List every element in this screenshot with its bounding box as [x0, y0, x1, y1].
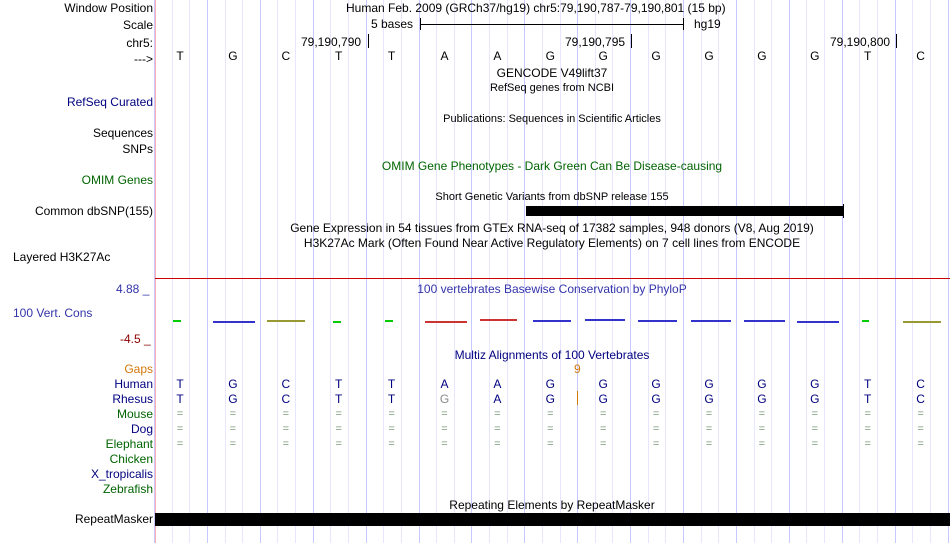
alignment-base: G [651, 377, 661, 391]
refseq-curated-label[interactable]: RefSeq Curated [66, 95, 153, 109]
alignment-base: G [651, 392, 661, 406]
omim-genes-label[interactable]: OMIM Genes [81, 173, 153, 187]
coord-tick-mark-1 [368, 34, 369, 48]
alignment-base: G [757, 392, 767, 406]
repeatmasker-element-bar[interactable] [155, 513, 950, 526]
alignment-base: = [388, 438, 395, 450]
alignment-base: = [388, 423, 395, 435]
alignment-base: A [493, 392, 502, 406]
alignment-base: = [917, 423, 924, 435]
alignment-base: = [599, 408, 607, 420]
dbsnp-track-title[interactable]: Short Genetic Variants from dbSNP release 155 [435, 191, 669, 203]
alignment-base: C [281, 392, 291, 406]
alignment-base: G [228, 377, 238, 391]
coord-tick-3: 79,190,800 [830, 35, 891, 49]
alignment-base: = [229, 408, 237, 420]
refseq-track-subtitle: RefSeq genes from NCBI [489, 82, 615, 94]
alignment-base: = [335, 408, 342, 420]
alignment-base: = [494, 423, 501, 435]
alignment-base: = [864, 438, 871, 450]
alignment-base: = [705, 438, 713, 450]
alignment-base: G [545, 377, 555, 391]
alignment-base: C [916, 377, 925, 391]
coord-tick-1: 79,190,790 [301, 35, 362, 49]
alignment-base: = [599, 438, 607, 450]
track-separator-line [155, 278, 950, 279]
coord-tick-mark-2 [631, 34, 632, 48]
species-label-zebrafish[interactable]: Zebrafish [102, 482, 153, 496]
sequences-label[interactable]: Sequences [92, 126, 153, 140]
alignment-base: = [705, 423, 713, 435]
chrom-label: chr5: [126, 36, 153, 50]
alignment-base: C [916, 392, 925, 406]
alignment-base: = [547, 408, 554, 420]
alignment-base: G [228, 392, 238, 406]
alignment-base: = [917, 408, 924, 420]
gap-insertion-marker [577, 391, 578, 405]
layered-h3k27ac-label[interactable]: Layered H3K27Ac [13, 250, 111, 264]
phylop-min-value: -4.5 _ [120, 332, 151, 346]
species-label-dog[interactable]: Dog [130, 422, 153, 436]
window-position-label: Window Position [64, 1, 153, 15]
gencode-track-title[interactable]: GENCODE V49lift37 [496, 66, 608, 80]
alignment-base: = [282, 408, 290, 420]
scale-text: 5 bases [371, 17, 414, 31]
repeatmasker-track-title[interactable]: Repeating Elements by RepeatMasker [449, 498, 655, 512]
snps-label[interactable]: SNPs [122, 142, 153, 156]
alignment-base: T [387, 377, 396, 391]
alignment-base: T [864, 377, 872, 391]
alignment-base: = [758, 438, 766, 450]
common-dbsnp-label[interactable]: Common dbSNP(155) [34, 204, 153, 218]
sequence-base: G [598, 49, 608, 63]
alignment-base: = [494, 438, 501, 450]
window-position-text: Human Feb. 2009 (GRCh37/hg19) chr5:79,190,787-79,190,801 (15 bp) [346, 1, 726, 15]
sequence-base: G [651, 49, 661, 63]
strand-label: ---> [134, 52, 153, 66]
alignment-base: = [705, 408, 713, 420]
alignment-base: = [494, 408, 501, 420]
repeatmasker-label[interactable]: RepeatMasker [74, 512, 153, 526]
sequence-base: G [228, 49, 238, 63]
alignment-base: = [282, 423, 290, 435]
alignment-base: G [704, 392, 714, 406]
sequence-base: G [757, 49, 767, 63]
alignment-base: T [387, 392, 396, 406]
species-label-x_tropicalis[interactable]: X_tropicalis [90, 467, 153, 481]
scale-bar [420, 18, 684, 30]
sequence-base: C [916, 49, 925, 63]
alignment-base: = [599, 423, 607, 435]
alignment-base: = [282, 438, 290, 450]
alignment-base: = [335, 423, 342, 435]
species-label-elephant[interactable]: Elephant [105, 437, 153, 451]
alignment-base: G [439, 392, 450, 406]
alignment-base: = [811, 423, 819, 435]
phylop-track-title[interactable]: 100 vertebrates Basewise Conservation by PhyloP [417, 282, 687, 296]
phylop-max-value: 4.88 _ [116, 282, 150, 296]
alignment-base: = [441, 408, 448, 420]
alignment-base: = [176, 423, 184, 435]
gap-count: 9 [574, 362, 581, 376]
alignment-base: C [281, 377, 291, 391]
alignment-base: = [441, 438, 448, 450]
alignment-base: = [547, 438, 554, 450]
coord-tick-2: 79,190,795 [565, 35, 626, 49]
sequence-base: T [864, 49, 872, 63]
alignment-base: G [704, 377, 714, 391]
multiz-track-title[interactable]: Multiz Alignments of 100 Vertebrates [454, 348, 650, 362]
alignment-base: = [811, 438, 819, 450]
alignment-base: = [864, 408, 871, 420]
alignment-base: = [758, 408, 766, 420]
dbsnp-variant-end [843, 204, 844, 218]
sequence-base: G [704, 49, 714, 63]
alignment-base: = [652, 408, 660, 420]
phylop-conservation-wiggle [155, 310, 950, 330]
alignment-base: = [547, 423, 554, 435]
alignment-base: = [441, 423, 448, 435]
scale-assembly: hg19 [694, 17, 721, 31]
alignment-base: = [176, 438, 184, 450]
alignment-base: = [176, 408, 184, 420]
species-label-rhesus[interactable]: Rhesus [112, 392, 153, 406]
coord-tick-mark-3 [896, 34, 897, 48]
h3k27ac-track-title[interactable]: H3K27Ac Mark (Often Found Near Active Regulatory Elements) on 7 cell lines from ENCODE [303, 236, 801, 250]
alignment-base: = [864, 423, 871, 435]
gaps-label[interactable]: Gaps [124, 362, 153, 376]
alignment-base: G [757, 377, 767, 391]
dbsnp-variant-bar[interactable] [526, 206, 844, 216]
alignment-base: = [335, 438, 342, 450]
sequence-base: A [440, 49, 449, 63]
sequence-base: T [387, 49, 396, 63]
alignment-base: G [598, 377, 608, 391]
alignment-base: A [493, 377, 502, 391]
species-label-chicken[interactable]: Chicken [109, 452, 153, 466]
alignment-base: G [598, 392, 608, 406]
alignment-base: = [811, 408, 819, 420]
gtex-track-title[interactable]: Gene Expression in 54 tissues from GTEx RNA-seq of 17382 samples, 948 donors (V8, Aug 2019) [290, 221, 814, 235]
species-label-mouse[interactable]: Mouse [116, 407, 153, 421]
alignment-base: T [176, 377, 184, 391]
alignment-base: = [758, 423, 766, 435]
sequence-base: A [493, 49, 502, 63]
sequence-base: C [281, 49, 291, 63]
alignment-base: = [229, 438, 237, 450]
alignment-base: A [440, 377, 449, 391]
alignment-base: = [652, 423, 660, 435]
sequence-base: G [810, 49, 820, 63]
alignment-base: G [545, 392, 555, 406]
publications-track-title[interactable]: Publications: Sequences in Scientific Articles [443, 113, 661, 125]
alignment-base: G [810, 377, 820, 391]
sequence-base: T [176, 49, 184, 63]
alignment-base: = [229, 423, 237, 435]
alignment-base: T [176, 392, 184, 406]
scale-label: Scale [122, 18, 153, 32]
alignment-base: T [335, 377, 343, 391]
alignment-base: G [810, 392, 820, 406]
sequence-base: G [545, 49, 555, 63]
cons-label[interactable]: 100 Vert. Cons [13, 306, 93, 320]
sequence-base: T [335, 49, 343, 63]
omim-track-title[interactable]: OMIM Gene Phenotypes - Dark Green Can Be Disease-causing [381, 159, 723, 173]
alignment-base: = [917, 438, 924, 450]
alignment-base: T [864, 392, 872, 406]
species-label-human[interactable]: Human [114, 377, 153, 391]
alignment-base: = [652, 438, 660, 450]
alignment-base: = [388, 408, 395, 420]
alignment-base: T [335, 392, 343, 406]
